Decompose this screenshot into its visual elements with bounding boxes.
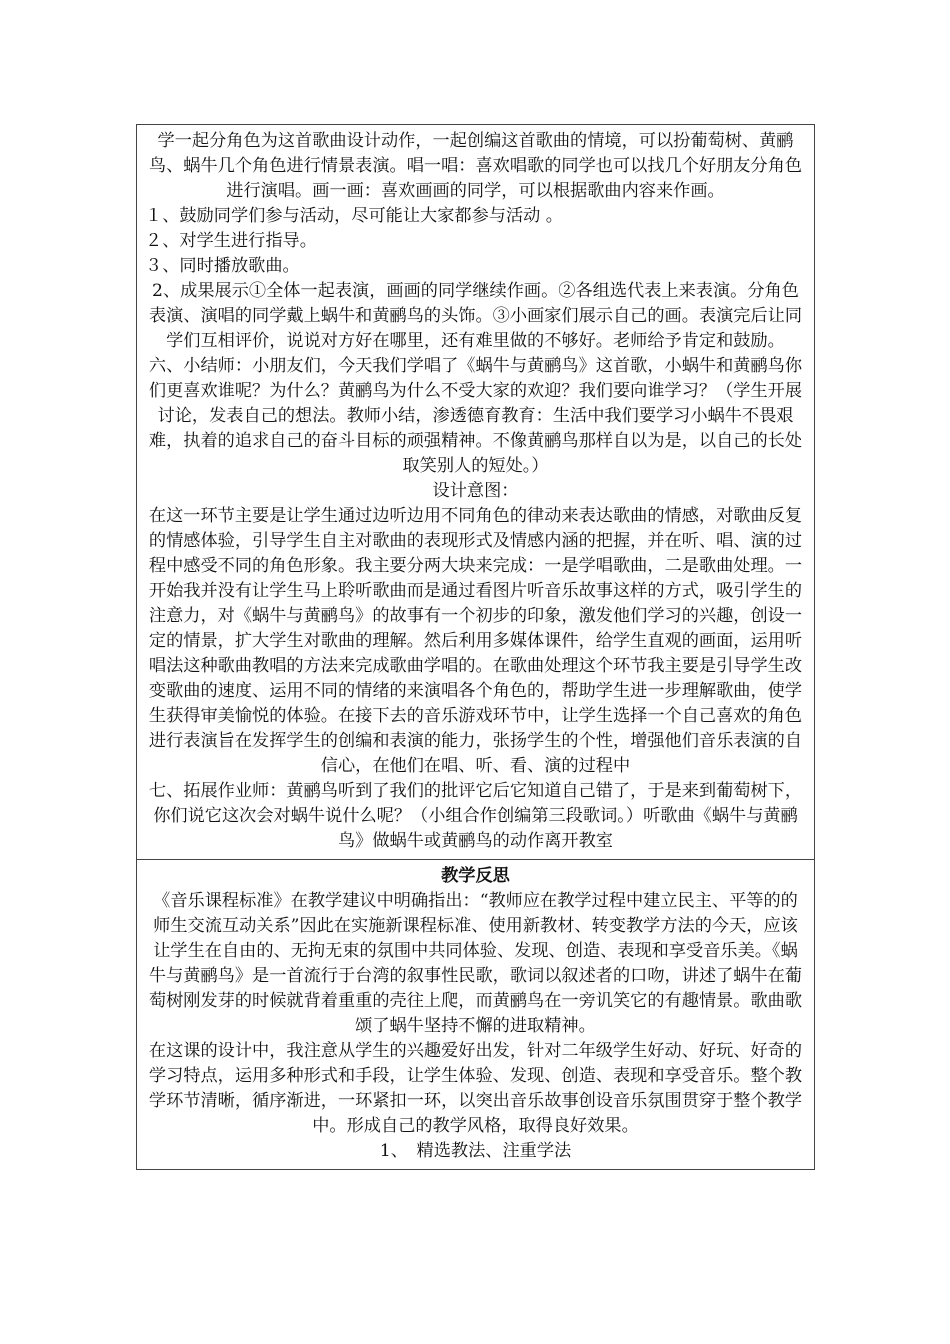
reflection-item-1: 1、 精选教法、注重学法 — [379, 1141, 572, 1161]
table-row — [137, 860, 815, 1170]
reflection-paragraph-1: 《音乐课程标准》在教学建议中明确指出：“教师应在教学过程中建立民主、平等的的师生交流互动关系”因此在实施新课程标准、使用新教材、转变教学方法的今天，应该让学生在自由的、无拘无束的氛围中共同体验、发现、创造、表现和享受音乐美。《蜗牛与黄鹂鸟》是一首流行于台湾的叙事性民歌，歌词以叙述者的口吻，讲述了蜗牛在葡萄树刚发芽的时候就背着重重的壳往上爬，而黄鹂鸟在一旁讥笑它的有趣情景。歌曲歌颂了蜗牛坚持不懈的进取精神。 — [148, 891, 803, 1036]
step-item-2: ２、对学生进行指导。 — [145, 231, 317, 251]
step-item-3: ３、同时播放歌曲。 — [145, 256, 300, 276]
table-row — [137, 125, 815, 860]
design-intent-heading: 设计意图： — [432, 481, 519, 501]
reflection-paragraph-2: 在这课的设计中，我注意从学生的兴趣爱好出发，针对二年级学生好动、好玩、好奇的学习特点，运用多种形式和手段，让学生体验、发现、创造、表现和享受音乐。整个教学环节清晰，循序渐进，一环紧扣一环，以突出音乐故事创设音乐氛围贯穿于整个教学中。形成自己的教学风格，取得良好效果。 — [148, 1041, 803, 1136]
homework-paragraph: 七、拓展作业师：黄鹂鸟听到了我们的批评它后它知道自己错了，于是来到葡萄树下，你们说它这次会对蜗牛说什么呢？（小组合作创编第三段歌词。）听歌曲《蜗牛与黄鹂鸟》做蜗牛或黄鹂鸟的动作离开教室 — [148, 781, 803, 851]
summary-paragraph: 六、小结师：小朋友们，今天我们学唱了《蜗牛与黄鹂鸟》这首歌，小蜗牛和黄鹂鸟你们更喜欢谁呢？为什么？黄鹂鸟为什么不受大家的欢迎？我们要向谁学习？（学生开展讨论，发表自己的想法。教师小结，渗透德育教育：生活中我们要学习小蜗牛不畏艰难，执着的追求自己的奋斗目标的顽强精神。不像黄鹂鸟那样自以为是，以自己的长处取笑别人的短处。） — [148, 356, 803, 476]
reflection-cell — [137, 860, 815, 1170]
design-intent-paragraph: 在这一环节主要是让学生通过边听边用不同角色的律动来表达歌曲的情感，对歌曲反复的情感体验，引导学生自主对歌曲的表现形式及情感内涵的把握，并在听、唱、演的过程中感受不同的角色形象。我主要分两大块来完成：一是学唱歌曲，二是歌曲处理。一开始我并没有让学生马上聆听歌曲而是通过看图片听音乐故事这样的方式，吸引学生的注意力，对《蜗牛与黄鹂鸟》的故事有一个初步的印象，激发他们学习的兴趣，创设一定的情景，扩大学生对歌曲的理解。然后利用多媒体课件，给学生直观的画面，运用听唱法这种歌曲教唱的方法来完成歌曲学唱的。在歌曲处理这个环节我主要是引导学生改变歌曲的速度、运用不同的情绪的来演唱各个角色的，帮助学生进一步理解歌曲，使学生获得审美愉悦的体验。在接下去的音乐游戏环节中，让学生选择一个自己喜欢的角色进行表演旨在发挥学生的创编和表演的能力，张扬学生的个性，增强他们音乐表演的自信心，在他们在唱、听、看、演的过程中 — [148, 506, 803, 776]
lesson-table — [136, 124, 815, 1170]
reflection-heading: 教学反思 — [441, 866, 510, 886]
document-page — [136, 124, 815, 1170]
procedure-cell — [137, 125, 815, 860]
result-paragraph: 2、成果展示①全体一起表演，画画的同学继续作画。②各组选代表上来表演。分角色表演、演唱的同学戴上蜗牛和黄鹂鸟的头饰。③小画家们展示自己的画。表演完后让同学们互相评价，说说对方好在哪里，还有难里做的不够好。老师给予肯定和鼓励。 — [148, 281, 803, 351]
step-item-1: １、鼓励同学们参与活动，尽可能让大家都参与活动 。 — [145, 206, 563, 226]
activity-paragraph: 学一起分角色为这首歌曲设计动作，一起创编这首歌曲的情境，可以扮葡萄树、黄鹂鸟、蜗牛几个角色进行情景表演。唱一唱：喜欢唱歌的同学也可以找几个好朋友分角色进行演唱。画一画：喜欢画画的同学，可以根据歌曲内容来作画。 — [148, 131, 803, 201]
